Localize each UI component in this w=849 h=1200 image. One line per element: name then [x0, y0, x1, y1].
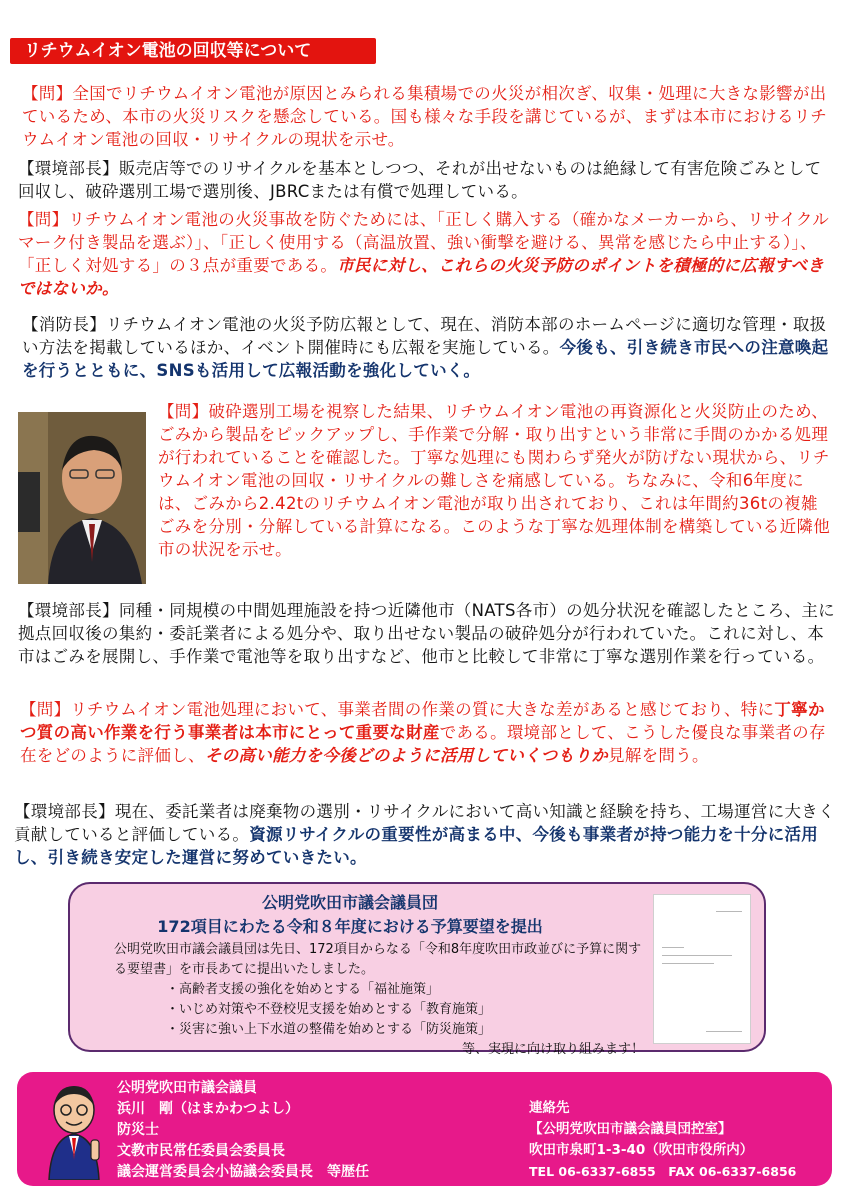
notice-closing: 等、実現に向け取り組みます！ [461, 1042, 644, 1057]
notice-text: 公明党吹田市議会議員団は先日、172項目からなる「令和8年度吹田市政並びに予算に関する要望書」を市長あてに提出いたしました。 [114, 942, 642, 977]
answer-text: 販売店等でのリサイクルを基本としつつ、それが出せないものは絶縁して有害危険ごみとして回収し、破砕選別工場で選別後、JBRCまたは有償で処理している。 [18, 159, 822, 201]
question-label: 【問】 [20, 700, 71, 719]
councillor-caricature-icon [39, 1080, 109, 1180]
answer-emphasis: 今後も、引き続き市民への注意喚起を行うとともに、SNSも活用して広報活動を強化していく。 [22, 338, 829, 380]
contact-office: 【公明党吹田市議会議員団控室】 [529, 1121, 732, 1137]
profile-line: 文教市民常任委員会委員長 [117, 1143, 285, 1159]
document-thumbnail [653, 894, 751, 1044]
answer-3 [18, 599, 836, 668]
question-text: である。環境部として、こうした優良な事業者の存在をどのように評価し、 [20, 723, 826, 765]
answer-emphasis: 資源リサイクルの重要性が高まる中、今後も事業者が持つ能力を十分に活用し、引き続き安定した運営に努めていきたい。 [14, 825, 819, 867]
profile-text [117, 1078, 369, 1183]
profile-line: 議会運営委員会小協議会委員長 等歴任 [117, 1164, 369, 1180]
question-3 [158, 400, 834, 561]
question-text: リチウムイオン電池の火災事故を防ぐためには、「正しく購入する（確かなメーカーから、リサイクルマーク付き製品を選ぶ）」、「正しく使用する（高温放置、強い衝撃を避ける、異常を感じたら中止する）」、「正しく対処する」の３点が重要である。 [18, 210, 829, 275]
question-emphasis: 市民に対し、これらの火災予防のポイントを積極的に広報すべきではないか。 [18, 256, 825, 298]
answer-text: リチウムイオン電池の火災予防広報として、現在、消防本部のホームページに適切な管理・取扱い方法を掲載しているほか、イベント開催時にも広報を実施している。 [22, 315, 827, 357]
question-4 [20, 698, 836, 767]
footer-profile [17, 1072, 832, 1186]
question-2 [18, 208, 836, 300]
budget-request-notice [68, 882, 766, 1057]
question-label: 【問】 [22, 84, 73, 103]
person-photo-illustration [18, 412, 146, 584]
answer-2 [22, 313, 834, 382]
answer-1 [18, 157, 836, 203]
answer-label: 【環境部長】 [18, 601, 119, 620]
answer-text: 現在、委託業者は廃棄物の選別・リサイクルにおいて高い知識と経験を持ち、工場運営に大きく貢献していると評価している。 [14, 802, 835, 844]
question-label: 【問】 [158, 402, 209, 421]
contact-label: 連絡先 [529, 1100, 570, 1116]
question-label: 【問】 [18, 210, 69, 229]
section-title: リチウムイオン電池の回収等について [10, 38, 376, 64]
question-emphasis: 丁寧かつ質の高い作業を行う事業者は本市にとって重要な財産 [20, 700, 825, 742]
notice-subtitle: 172項目にわたる令和８年度における予算要望を提出 [157, 917, 543, 936]
answer-text: 同種・同規模の中間処理施設を持つ近隣他市（NATS各市）の処分状況を確認したところ、主に拠点回収後の集約・委託業者による処分や、取り出せない製品の破砕処分が行われていた。これに対し、本市はごみを展開し、手作業で電池等を取り出すなど、他市と比較して非常に丁寧な選別作業を行っている。 [18, 601, 835, 666]
question-emphasis: その高い能力を今後どのように活用していくつもりか [204, 746, 609, 765]
profile-line: 公明党吹田市議会議員 [117, 1080, 257, 1096]
answer-label: 【環境部長】 [18, 159, 119, 178]
notice-item: ・高齢者支援の強化を始めとする「福祉施策」 [166, 982, 440, 997]
contact-address: 吹田市泉町1-3-40（吹田市役所内） [529, 1142, 754, 1158]
answer-label: 【環境部長】 [14, 802, 115, 821]
answer-4 [14, 800, 836, 869]
profile-line: 防災士 [117, 1122, 159, 1138]
notice-item: ・災害に強い上下水道の整備を始めとする「防災施策」 [166, 1022, 492, 1037]
question-text: 全国でリチウムイオン電池が原因とみられる集積場での火災が相次ぎ、収集・処理に大きな影響が出ているため、本市の火災リスクを懸念している。国も様々な手段を講じているが、まずは本市におけるリチウムイオン電池の回収・リサイクルの現状を示せ。 [22, 84, 828, 149]
notice-body [114, 936, 644, 1060]
contact-phone: TEL 06-6337-6855 FAX 06-6337-6856 [529, 1164, 797, 1179]
notice-item: ・いじめ対策や不登校児支援を始めとする「教育施策」 [166, 1002, 492, 1017]
notice-title: 公明党吹田市議会議員団 [261, 893, 438, 912]
councillor-photo [18, 412, 146, 584]
question-text: 見解を問う。 [608, 746, 709, 765]
profile-line: 浜川 剛（はまかわつよし） [117, 1101, 299, 1117]
contact-info [529, 1098, 796, 1182]
question-text: リチウムイオン電池処理において、事業者間の作業の質に大きな差があると感じており、特に [70, 700, 775, 719]
answer-label: 【消防長】 [22, 315, 106, 334]
question-text: 破砕選別工場を視察した結果、リチウムイオン電池の再資源化と火災防止のため、ごみから製品をピックアップし、手作業で分解・取り出すという非常に手間のかかる処理が行われていることを確認した。丁寧な処理にも関わらず発火が防げない現状から、リチウムイオン電池の回収・リサイクルの難しさを痛感している。ちなみに、令和6年度には、ごみから2.42tのリチウムイオン電池が取り出されており、これは年間約36tの複雑ごみを分別・分解している計算になる。このような丁寧な処理体制を構築している近隣他市の状況を示せ。 [158, 402, 830, 559]
question-1 [22, 82, 834, 151]
